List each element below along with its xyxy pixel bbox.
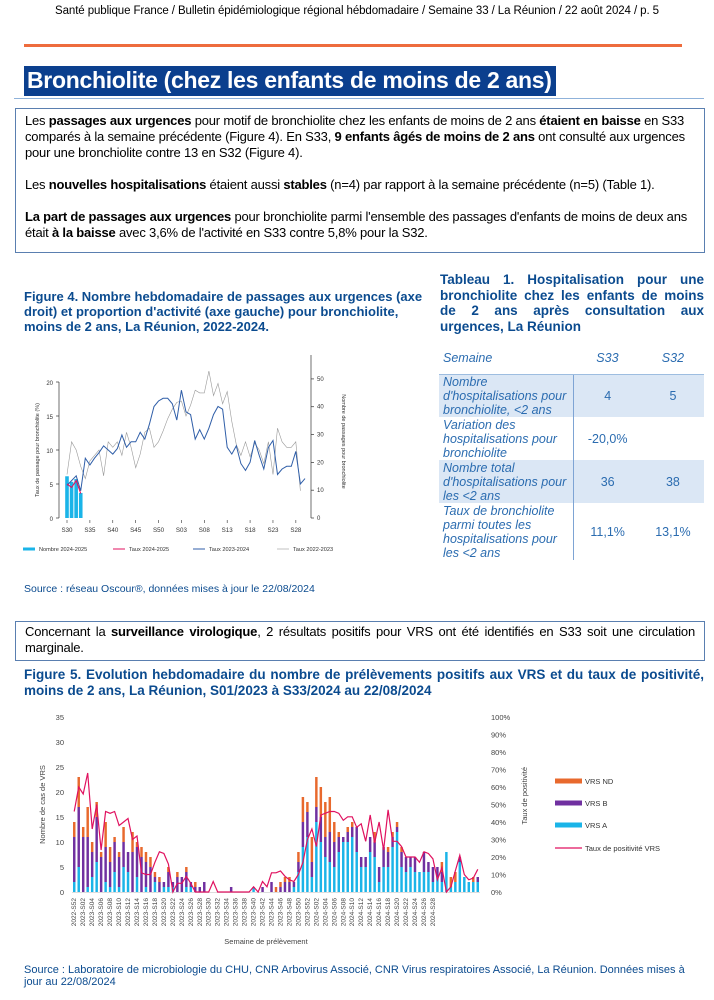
svg-text:S30: S30 [61,527,73,534]
svg-text:VRS ND: VRS ND [585,777,614,786]
row-value-s32: 38 [642,460,704,503]
svg-text:10%: 10% [491,870,507,880]
svg-text:70%: 70% [491,765,507,775]
running-header: Santé publique France / Bulletin épidémiologique régional hébdomadaire / Semaine 33 / La Réunion / 22 août 2024 / p. 5 [55,5,659,17]
svg-text:80%: 80% [491,748,507,757]
virology-box [15,621,705,661]
svg-text:2024-S02: 2024-S02 [313,898,321,927]
svg-text:10: 10 [317,488,324,495]
header-divider [24,44,682,47]
svg-text:0: 0 [49,517,53,523]
svg-text:S08: S08 [198,527,210,534]
svg-text:S28: S28 [290,527,302,534]
svg-text:S23: S23 [267,527,279,534]
row-value-s32 [642,417,704,460]
svg-text:Nombre de cas de VRS: Nombre de cas de VRS [38,765,47,844]
svg-text:2023-S22: 2023-S22 [169,898,177,927]
svg-text:2023-S20: 2023-S20 [160,898,168,927]
svg-text:2024-S14: 2024-S14 [367,898,375,927]
row-value-s33: 11,1% [590,524,625,539]
table-row [439,374,704,417]
svg-text:40: 40 [317,404,324,411]
svg-text:Taux de passage pour bronchiol: Taux de passage pour bronchiolite (%) [35,403,41,497]
summary-paragraph-1: Les passages aux urgences pour motif de bronchiolite chez les enfants de moins de 2 ans étaient en baisse en S33 comparés à la semaine précédente (Figure 4). En S33, 9 enfants âgés de moins de 2 ans ont consulté aux urgences pour une bronchiolite contre 13 en S32 (Figure 4). [25,113,685,160]
row-value-s33: 4 [573,374,642,417]
virology-text: Concernant la surveillance virologique, 2 résultats positifs pour VRS ont été identifiés en S33 soit une circulation marginale. [25,624,695,655]
svg-text:0: 0 [317,516,321,522]
svg-text:2024-S22: 2024-S22 [403,898,411,927]
figure4-chart [15,355,360,570]
svg-text:2023-S46: 2023-S46 [277,898,285,927]
svg-text:S40: S40 [107,527,119,534]
svg-text:5: 5 [49,483,53,489]
header-semaine: Semaine [439,342,573,374]
svg-text:2024-S26: 2024-S26 [420,898,428,927]
svg-text:20: 20 [55,788,64,797]
svg-text:2023-S02: 2023-S02 [80,898,88,927]
svg-text:2023-S32: 2023-S32 [214,898,222,927]
table1-title: Tableau 1. Hospitalisation pour une bronchiolite chez les enfants de moins de 2 ans après consultation aux urgences, La Réunion [440,272,704,334]
summary-paragraph-3: La part de passages aux urgences pour bronchiolite parmi l'ensemble des passages d'enfants de moins de deux ans était à la baisse avec 3,6% de l'activité en S33 contre 5,8% pour la S32. [25,209,688,240]
svg-text:5: 5 [59,863,64,872]
svg-text:2024-S20: 2024-S20 [394,898,402,927]
svg-text:35: 35 [55,713,64,722]
svg-text:0: 0 [59,888,64,897]
svg-text:VRS B: VRS B [585,799,608,808]
row-label: Nombre total d'hospitalisations pour les <2 ans [439,460,573,503]
header-s33: S33 [573,342,642,374]
svg-text:Semaine de prélèvement: Semaine de prélèvement [224,937,308,946]
svg-text:Taux de positivité: Taux de positivité [520,766,529,825]
table-row [439,460,704,503]
svg-text:20%: 20% [491,853,507,862]
svg-text:2023-S08: 2023-S08 [107,898,115,927]
svg-text:2023-S26: 2023-S26 [187,898,195,927]
svg-text:S35: S35 [84,527,96,534]
svg-text:VRS A: VRS A [585,821,608,830]
figure5-source: Source : Laboratoire de microbiologie du CHU, CNR Arbovirus Associé, CNR Virus respiratoires Associé, La Réunion. Données mises à jour au 22/08/2024 [24,964,685,988]
svg-text:2024-S10: 2024-S10 [349,898,357,927]
row-label: Nombre d'hospitalisations pour bronchiolite, <2 ans [439,374,573,417]
figure4-title: Figure 4. Nombre hebdomadaire de passages aux urgences (axe droit) et proportion d'activité (axe gauche) pour bronchiolite, moins de 2 ans, La Réunion, 2022-2024. [24,289,423,334]
table-row [439,417,704,460]
svg-text:2023-S38: 2023-S38 [241,898,249,927]
row-label: Taux de bronchiolite parmi toutes les hospitalisations pour les <2 ans [439,503,573,560]
summary-paragraph-2: Les nouvelles hospitalisations étaient aussi stables (n=4) par rapport à la semaine précédente (n=5) (Table 1). [25,177,655,192]
svg-text:2023-S34: 2023-S34 [223,898,231,927]
svg-text:10: 10 [46,449,53,455]
svg-text:S50: S50 [153,527,165,534]
svg-text:0%: 0% [491,888,502,897]
svg-text:15: 15 [46,415,53,421]
svg-text:Taux 2023-2024: Taux 2023-2024 [209,547,250,553]
svg-text:2023-S48: 2023-S48 [286,898,294,927]
svg-text:20: 20 [317,460,324,467]
svg-text:25: 25 [55,763,64,772]
svg-text:2023-S06: 2023-S06 [98,898,106,927]
svg-text:2023-S52: 2023-S52 [304,898,312,927]
svg-text:2023-S12: 2023-S12 [125,898,133,927]
svg-text:S18: S18 [244,527,256,534]
title-underline [14,98,704,99]
svg-text:2023-S40: 2023-S40 [250,898,258,927]
svg-text:S03: S03 [175,527,187,534]
table-header-row [439,342,704,374]
svg-text:2022-S52: 2022-S52 [71,898,79,927]
table-row [439,503,704,560]
svg-text:Taux 2022-2023: Taux 2022-2023 [293,547,334,553]
svg-text:2024-S06: 2024-S06 [331,898,339,927]
header-s32: S32 [642,342,704,374]
svg-text:2023-S42: 2023-S42 [259,898,267,927]
svg-text:50%: 50% [491,800,507,810]
section-title: Bronchiolite (chez les enfants de moins de 2 ans) [24,66,556,96]
svg-text:2024-S16: 2024-S16 [376,898,384,927]
svg-text:50: 50 [317,376,324,383]
svg-text:2023-S44: 2023-S44 [268,898,276,927]
svg-text:30: 30 [55,738,64,747]
svg-text:2023-S36: 2023-S36 [232,898,240,927]
svg-text:2024-S04: 2024-S04 [322,898,330,927]
row-value-s33: 36 [573,460,642,503]
svg-text:Taux de positivité VRS: Taux de positivité VRS [585,844,661,853]
svg-text:2023-S04: 2023-S04 [89,898,97,927]
svg-text:30: 30 [317,432,324,439]
summary-box [15,108,705,253]
svg-text:Taux 2024-2025: Taux 2024-2025 [129,547,170,553]
svg-text:10: 10 [55,838,64,847]
row-value-s32: 13,1% [655,524,691,539]
svg-text:2023-S28: 2023-S28 [196,898,204,927]
svg-text:20: 20 [46,381,53,387]
svg-text:60%: 60% [491,783,507,792]
svg-text:Nombre de passages pour bronch: Nombre de passages pour bronchiolite [340,394,346,489]
hospitalisation-table [439,342,704,560]
row-label: Variation des hospitalisations pour bronchiolite [439,417,573,460]
svg-text:2024-S24: 2024-S24 [411,898,419,927]
svg-text:100%: 100% [491,713,511,722]
figure4-source: Source : réseau Oscour®, données mises à jour le 22/08/2024 [24,583,315,595]
svg-text:90%: 90% [491,730,507,740]
figure5-chart [20,705,710,957]
svg-text:2023-S18: 2023-S18 [151,898,159,927]
row-value-s32: 5 [642,374,704,417]
svg-text:2024-S18: 2024-S18 [385,898,393,927]
svg-text:40%: 40% [491,818,507,827]
svg-text:2024-S08: 2024-S08 [340,898,348,927]
svg-text:S45: S45 [130,527,142,534]
svg-text:Nombre 2024-2025: Nombre 2024-2025 [39,547,88,553]
svg-text:2024-S28: 2024-S28 [429,898,437,927]
svg-text:2023-S50: 2023-S50 [295,898,303,927]
svg-text:S13: S13 [221,527,233,534]
svg-text:2023-S10: 2023-S10 [116,898,124,927]
svg-text:2023-S30: 2023-S30 [205,898,213,927]
svg-text:30%: 30% [491,835,507,845]
svg-text:15: 15 [55,813,64,822]
svg-text:2023-S14: 2023-S14 [134,898,142,927]
svg-text:2024-S12: 2024-S12 [358,898,366,927]
figure5-title: Figure 5. Evolution hebdomadaire du nombre de prélèvements positifs aux VRS et du taux de positivité, moins de 2 ans, La Réunion, S01/2023 à S33/2024 au 22/08/2024 [24,667,704,698]
svg-text:2023-S16: 2023-S16 [142,898,150,927]
row-value-s33: -20,0% [587,431,628,446]
svg-text:2023-S24: 2023-S24 [178,898,186,927]
